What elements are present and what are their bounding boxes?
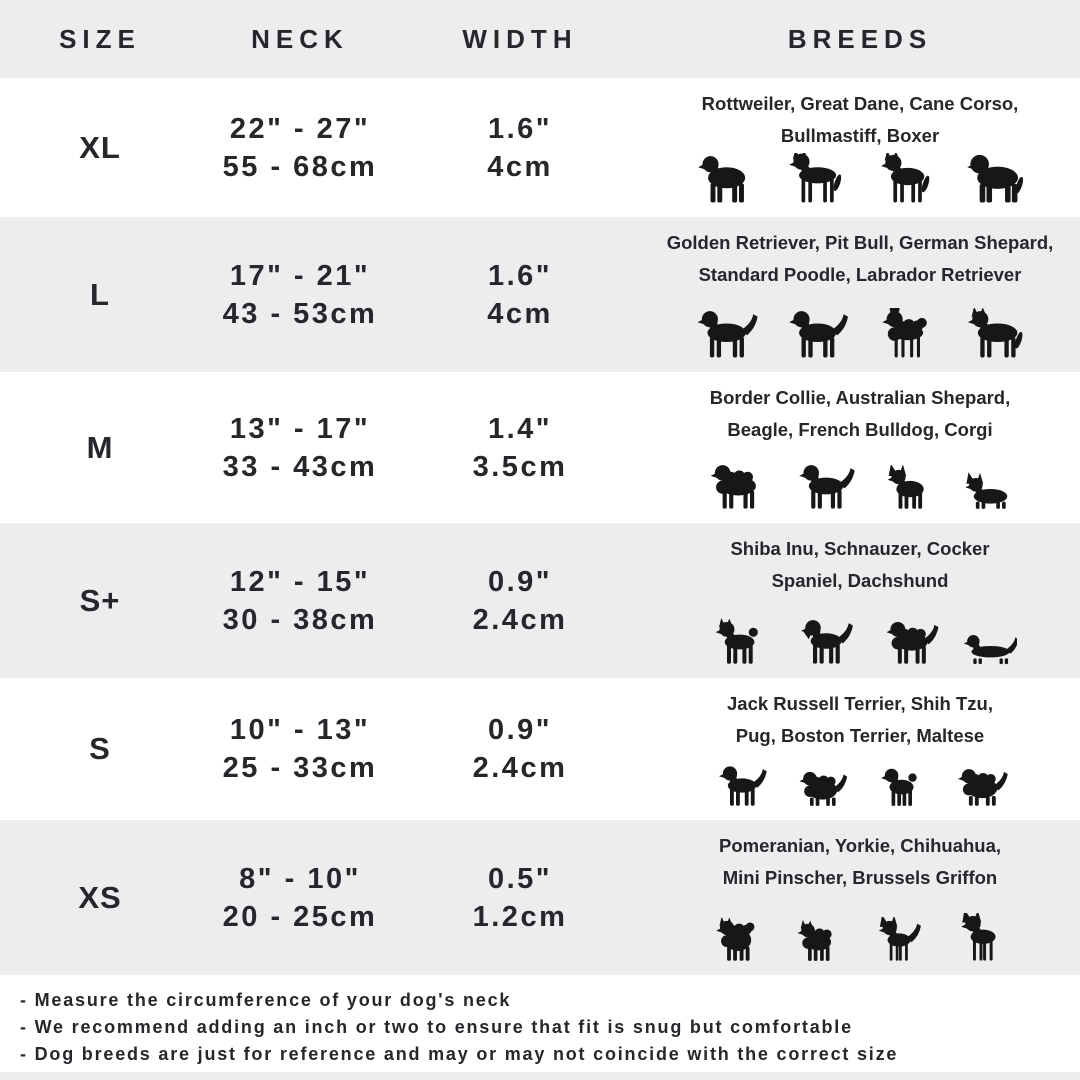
shih-tzu-icon: [789, 764, 852, 808]
width-inches: 1.6": [487, 112, 553, 145]
breeds-line: Pomeranian, Yorkie, Chihuahua,: [718, 835, 1002, 856]
size-label: S: [89, 731, 111, 766]
breeds-line: Mini Pinscher, Brussels Griffon: [722, 867, 998, 888]
size-label: L: [90, 276, 110, 312]
table-row: [0, 820, 1080, 975]
breeds-list: [640, 88, 1080, 152]
labrador-icon: [778, 308, 852, 360]
width-cm: 3.5cm: [472, 450, 568, 483]
breeds-line: Bullmastiff, Boxer: [780, 125, 940, 146]
chihuahua-icon: [864, 917, 930, 963]
size-label: S+: [79, 582, 121, 618]
header-width: WIDTH: [462, 23, 578, 54]
neck-inches: 10" - 13": [229, 714, 371, 746]
table-row: [0, 678, 1080, 820]
breeds-line: Standard Poodle, Labrador Retriever: [698, 264, 1022, 285]
breeds-cell: [640, 217, 1080, 372]
german-shepherd-icon: [958, 308, 1032, 360]
width-inches: 1.6": [487, 259, 553, 292]
breeds-line: Shiba Inu, Schnauzer, Cocker: [730, 538, 990, 559]
neck-inches: 17" - 21": [229, 259, 371, 292]
maltese-icon: [947, 762, 1013, 808]
dog-silhouettes: [640, 291, 1080, 372]
neck-cm: 20 - 25cm: [222, 900, 378, 933]
neck-range: [200, 110, 400, 186]
beagle-icon: [788, 461, 859, 511]
size-label: XS: [78, 879, 122, 915]
golden-retriever-icon: [687, 308, 761, 360]
breeds-list: [640, 227, 1080, 291]
breeds-cell: [640, 820, 1080, 975]
min-pinscher-icon: [945, 913, 1016, 963]
dog-silhouettes: [640, 152, 1080, 217]
width-cm: 1.2cm: [472, 900, 568, 933]
table-row: [0, 372, 1080, 523]
width-range: [400, 860, 640, 936]
breeds-cell: [640, 523, 1080, 678]
table-row: [0, 217, 1080, 372]
neck-range: [200, 711, 400, 787]
breeds-line: Beagle, French Bulldog, Corgi: [727, 419, 993, 440]
neck-inches: 22" - 27": [229, 112, 371, 145]
size-label: XL: [79, 129, 121, 165]
breeds-line: Spaniel, Dachshund: [771, 570, 949, 591]
schnauzer-icon: [788, 616, 859, 666]
neck-cm: 33 - 43cm: [222, 450, 378, 483]
width-cm: 2.4cm: [472, 603, 568, 636]
pomeranian-icon: [703, 917, 769, 963]
great-dane-icon: [778, 153, 852, 205]
footer-notes: [0, 975, 1080, 1072]
note-reference: - Dog breeds are just for reference and may or may not coincide with the correct size: [20, 1044, 899, 1064]
breeds-cell: [640, 372, 1080, 523]
header-breeds: BREEDS: [787, 23, 933, 54]
breeds-line: Pug, Boston Terrier, Maltese: [735, 725, 985, 746]
width-inches: 0.9": [487, 714, 553, 746]
pug-icon: [868, 764, 931, 808]
cane-corso-icon: [868, 153, 942, 205]
corgi-icon: [957, 467, 1020, 511]
breeds-list: [640, 382, 1080, 446]
breeds-line: Rottweiler, Great Dane, Cane Corso,: [701, 93, 1019, 114]
bullmastiff-icon: [958, 153, 1032, 205]
neck-range: [200, 410, 400, 486]
size-label: M: [86, 429, 114, 465]
neck-cm: 25 - 33cm: [222, 752, 378, 784]
dog-silhouettes: [640, 752, 1080, 820]
width-inches: 1.4": [487, 412, 553, 445]
neck-range: [200, 257, 400, 333]
header-size: SIZE: [59, 23, 141, 54]
breeds-list: [640, 688, 1080, 752]
dog-silhouettes: [640, 894, 1080, 975]
poodle-icon: [868, 308, 942, 360]
neck-cm: 30 - 38cm: [222, 603, 378, 636]
dog-silhouettes: [640, 597, 1080, 678]
neck-inches: 12" - 15": [229, 565, 371, 598]
breeds-line: Golden Retriever, Pit Bull, German Shepard,: [666, 232, 1054, 253]
width-range: [400, 711, 640, 787]
breeds-list: [640, 533, 1080, 597]
width-range: [400, 257, 640, 333]
width-cm: 4cm: [487, 150, 553, 183]
breeds-cell: [640, 678, 1080, 820]
neck-inches: 8" - 10": [239, 862, 361, 895]
french-bulldog-icon: [875, 465, 941, 511]
width-range: [400, 563, 640, 639]
width-inches: 0.5": [487, 862, 553, 895]
note-recommend: - We recommend adding an inch or two to ensure that fit is snug but comfortable: [20, 1017, 853, 1037]
cocker-spaniel-icon: [875, 618, 944, 666]
neck-cm: 43 - 53cm: [222, 297, 378, 330]
breeds-line: Border Collie, Australian Shepard,: [709, 387, 1011, 408]
table-header: [0, 0, 1080, 78]
width-range: [400, 110, 640, 186]
neck-range: [200, 563, 400, 639]
bottom-strip: [0, 1072, 1080, 1080]
width-cm: 2.4cm: [472, 752, 568, 784]
neck-range: [200, 860, 400, 936]
dachshund-icon: [960, 626, 1017, 666]
breeds-list: [640, 830, 1080, 894]
dog-silhouettes: [640, 446, 1080, 523]
jack-russell-icon: [707, 762, 773, 808]
breeds-line: Jack Russell Terrier, Shih Tzu,: [727, 693, 993, 714]
breeds-cell: [640, 78, 1080, 217]
yorkie-icon: [785, 919, 848, 963]
note-measure: - Measure the circumference of your dog's neck: [20, 990, 512, 1010]
header-neck: NECK: [251, 23, 349, 54]
width-inches: 0.9": [487, 565, 553, 598]
rottweiler-icon: [687, 153, 761, 205]
neck-inches: 13" - 17": [229, 412, 371, 445]
shiba-inu-icon: [703, 618, 772, 666]
width-cm: 4cm: [487, 297, 553, 330]
width-range: [400, 410, 640, 486]
table-row: [0, 78, 1080, 217]
australian-shepherd-icon: [700, 461, 771, 511]
table-row: [0, 523, 1080, 678]
neck-cm: 55 - 68cm: [222, 150, 378, 183]
